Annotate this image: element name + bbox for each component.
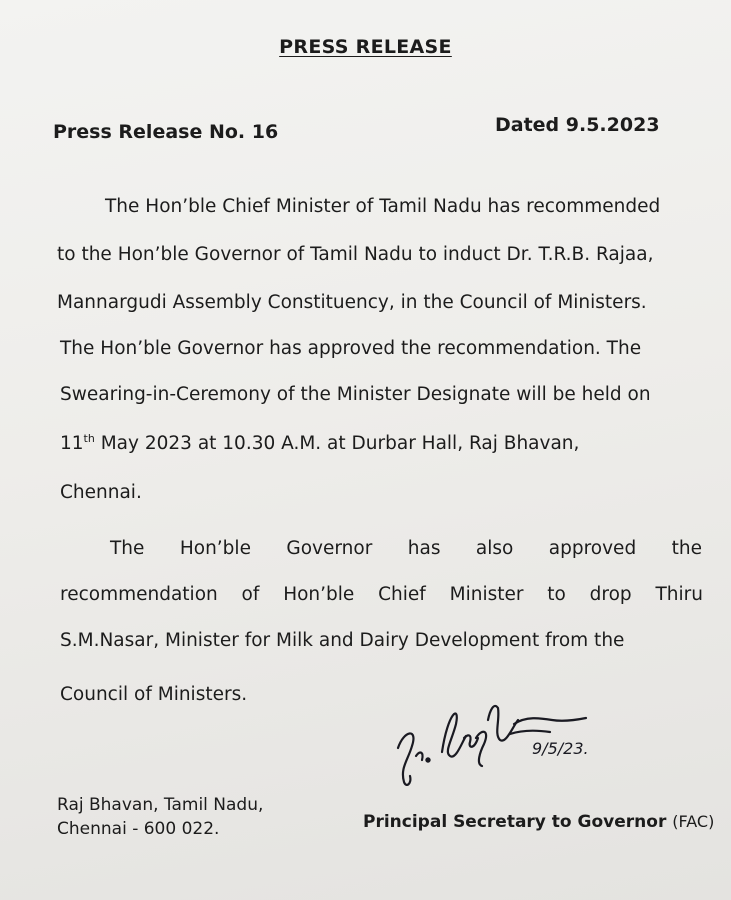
paragraph-line: Swearing-in-Ceremony of the Minister Designate will be held on xyxy=(60,384,651,405)
paragraph-line xyxy=(60,432,579,454)
paragraph-line: S.M.Nasar, Minister for Milk and Dairy Development from the xyxy=(60,630,625,651)
paragraph-line: The Hon’ble Chief Minister of Tamil Nadu has recommended xyxy=(105,196,661,217)
release-number: Press Release No. 16 xyxy=(53,121,279,143)
address-line-1: Raj Bhavan, Tamil Nadu, xyxy=(57,795,264,815)
release-date: Dated 9.5.2023 xyxy=(495,114,660,136)
paragraph-line: recommendation of Hon’ble Chief Minister to drop Thiru xyxy=(60,584,703,605)
signature-date: 9/5/23. xyxy=(532,739,589,758)
page-title: PRESS RELEASE xyxy=(279,36,452,58)
paragraph-line: Council of Ministers. xyxy=(60,684,248,705)
designation xyxy=(363,812,714,832)
date-suffix: th xyxy=(83,432,95,445)
paragraph-line: The Hon’ble Governor has approved the recommendation. The xyxy=(60,338,642,359)
paragraph-line: Chennai. xyxy=(60,482,142,503)
signature-image xyxy=(390,690,630,790)
paragraph-line: Mannargudi Assembly Constituency, in the Council of Ministers. xyxy=(57,292,647,313)
date-rest: May 2023 at 10.30 A.M. at Durbar Hall, Raj Bhavan, xyxy=(94,433,580,455)
address-line-2: Chennai - 600 022. xyxy=(57,819,220,839)
paragraph-line: The Hon’ble Governor has also approved the xyxy=(110,538,702,559)
designation-suffix: (FAC) xyxy=(672,812,715,831)
paragraph-line: to the Hon’ble Governor of Tamil Nadu to induct Dr. T.R.B. Rajaa, xyxy=(57,244,654,265)
date-day: 11 xyxy=(60,433,84,455)
designation-title: Principal Secretary to Governor xyxy=(363,812,667,832)
